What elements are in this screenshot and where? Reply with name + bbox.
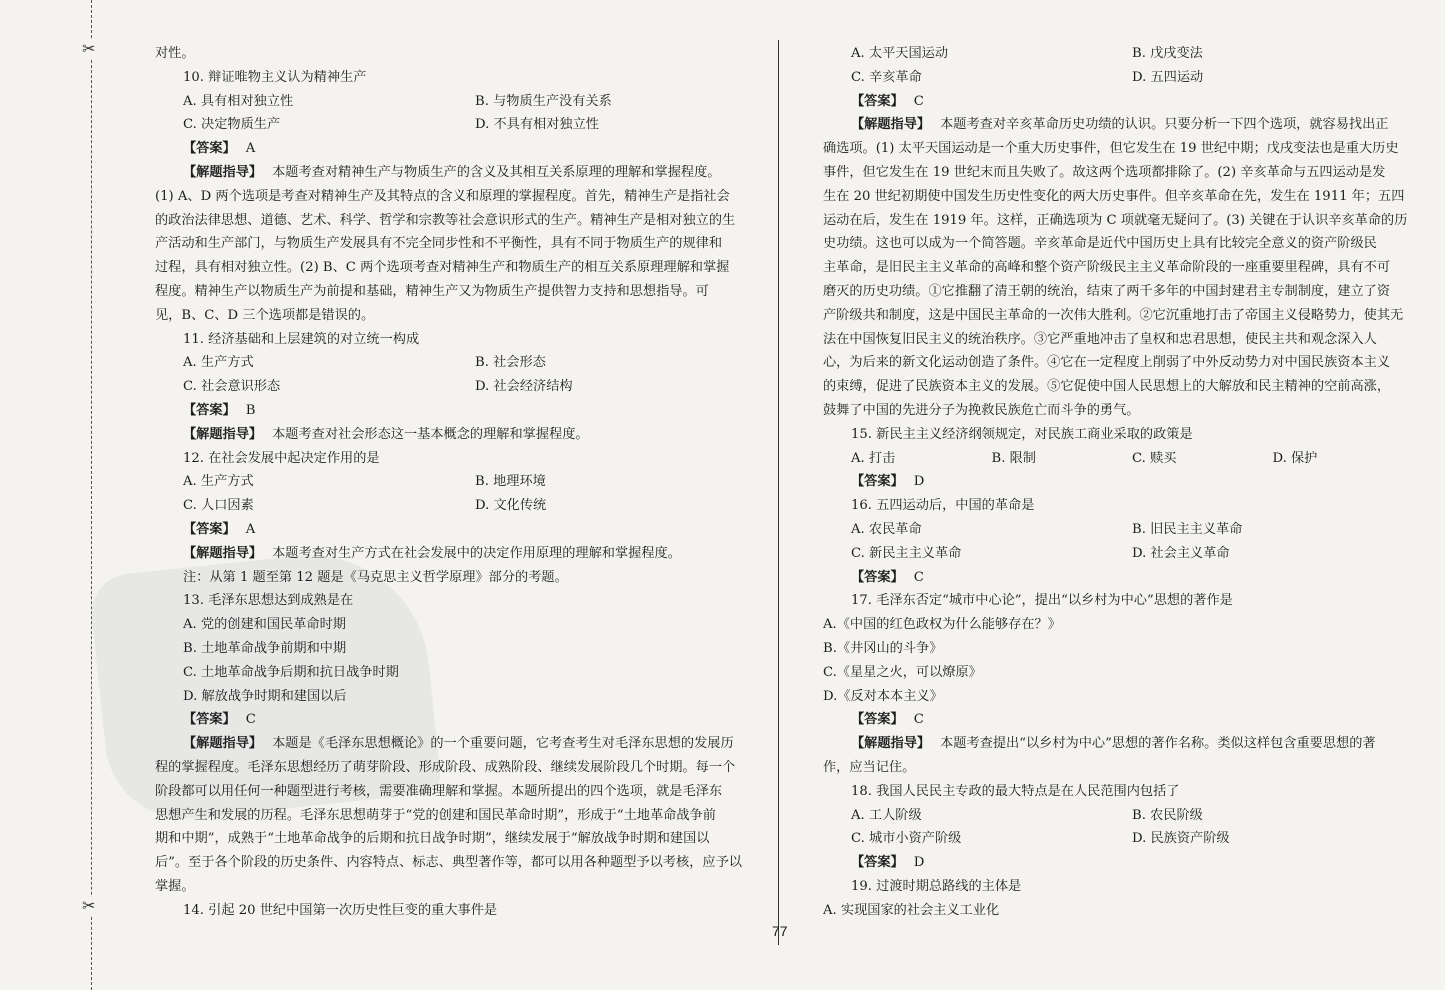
text-line: 10. 辩证唯物主义认为精神生产 (183, 69, 367, 85)
text-line: 11. 经济基础和上层建筑的对立统一构成 (183, 331, 420, 347)
text-line: 12. 在社会发展中起决定作用的是 (183, 450, 380, 466)
text-line: 15. 新民主主义经济纲领规定，对民族工商业采取的政策是 (851, 426, 1193, 442)
text-line: (1) A、D 两个选项是考查对精神生产及其特点的含义和原理的掌握程度。首先，精神生产是指社会 (155, 188, 730, 204)
answer-option: C. 城市小资产阶级 (851, 831, 962, 847)
answer-option: C. 决定物质生产 (183, 117, 281, 133)
scissors-icon: ✂ (82, 896, 96, 915)
tagged-line (823, 566, 1413, 590)
section-label: 【解题指导】 (183, 736, 263, 752)
text-line: 法在中国恢复旧民主义的统治秩序。③它严重地冲击了皇权和忠君思想，使民主共和观念深入人 (823, 331, 1377, 347)
section-label: 【答案】 (851, 93, 904, 109)
answer-options (155, 351, 767, 375)
text-line: A. 实现国家的社会主义工业化 (823, 902, 1000, 918)
answer-option: C. 社会意识形态 (183, 379, 281, 395)
section-label: 【答案】 (851, 855, 904, 871)
text-line: A.《中国的红色政权为什么能够存在？》 (823, 617, 1061, 633)
answer-options (823, 804, 1413, 828)
tagged-line (155, 161, 767, 185)
tagged-line (823, 470, 1413, 494)
text-line: 见，B、C、D 三个选项都是错误的。 (155, 307, 375, 323)
section-text: D (913, 855, 925, 871)
section-label: 【答案】 (183, 402, 236, 418)
text-line: 的束缚，促进了民族资本主义的发展。⑤它促使中国人民思想上的大解放和民主精神的空前高涨， (823, 379, 1391, 395)
tagged-line (155, 137, 767, 161)
answer-options (823, 447, 1413, 471)
answer-options (155, 470, 767, 494)
text-line: 主革命，是旧民主主义革命的高峰和整个资产阶级民主主义革命阶段的一座重要里程碑，具有不可 (823, 260, 1391, 276)
answer-option: C. 辛亥革命 (851, 69, 922, 85)
text-line: 生在 20 世纪初期使中国发生历史性变化的两大历史事件。但辛亥革命在先，发生在 1911 年；五四 (823, 188, 1405, 204)
tagged-line (823, 732, 1413, 756)
answer-option: A. 生产方式 (183, 474, 254, 490)
text-line: 运动在后，发生在 1919 年。这样，正确选项为 C 项就毫无疑问了。(3) 关键在于认识辛亥革命的历 (823, 212, 1408, 228)
tagged-line (823, 851, 1413, 875)
answer-option: C. 赎买 (1132, 450, 1177, 466)
text-line: 确选项。(1) 太平天国运动是一个重大历史事件，但它发生在 19 世纪中期；戊戌变法也是重大历史 (823, 141, 1399, 157)
text-line: D.《反对本本主义》 (823, 688, 943, 704)
answer-options (823, 66, 1413, 90)
section-text: D (913, 474, 925, 490)
section-text: 本题是《毛泽东思想概论》的一个重要问题，它考查考生对毛泽东思想的发展历 (272, 736, 734, 752)
answer-option: D. 保护 (1272, 450, 1318, 466)
tagged-line (823, 708, 1413, 732)
section-label: 【解题指导】 (183, 545, 263, 561)
answer-options (823, 42, 1413, 66)
section-label: 【解题指导】 (183, 164, 263, 180)
section-text: 本题考查对精神生产与物质生产的含义及其相互关系原理的理解和掌握程度。 (272, 164, 721, 180)
section-text: C (913, 569, 924, 585)
cut-line (91, 0, 92, 990)
tagged-line (155, 542, 767, 566)
answer-option: D. 五四运动 (1132, 69, 1204, 85)
answer-option: D. 社会经济结构 (475, 379, 573, 395)
text-line: 14. 引起 20 世纪中国第一次历史性巨变的重大事件是 (183, 902, 498, 918)
answer-option: B. 旧民主主义革命 (1132, 521, 1243, 537)
answer-option: B. 社会形态 (475, 355, 546, 371)
section-label: 【答案】 (851, 712, 904, 728)
section-text: A (245, 141, 256, 157)
text-line: 思想产生和发展的历程。毛泽东思想萌芽于“党的创建和国民革命时期”，形成于“土地革命战争前 (155, 807, 716, 823)
text-line: 19. 过渡时期总路线的主体是 (851, 878, 1022, 894)
text-line: D. 解放战争时期和建国以后 (183, 688, 347, 704)
answer-options (155, 494, 767, 518)
section-text: 本题考查提出“以乡村为中心”思想的著作名称。类似这样包含重要思想的著 (940, 736, 1376, 752)
answer-option: A. 具有相对独立性 (183, 93, 294, 109)
text-line: 程的掌握程度。毛泽东思想经历了萌芽阶段、形成阶段、成熟阶段、继续发展阶段几个时期。每一个 (155, 759, 736, 775)
page-number: 77 (772, 923, 788, 939)
answer-option: A. 打击 (851, 450, 896, 466)
answer-option: B. 戊戌变法 (1132, 46, 1203, 61)
tagged-line (155, 708, 767, 732)
section-label: 【答案】 (851, 474, 904, 490)
right-column (823, 42, 1413, 922)
answer-option: A. 农民革命 (851, 521, 922, 537)
answer-option: C. 新民主主义革命 (851, 545, 962, 561)
text-line: 16. 五四运动后，中国的革命是 (851, 498, 1035, 514)
text-line: B.《井冈山的斗争》 (823, 640, 943, 656)
section-text: 本题考查对辛亥革命历史功绩的认识。只要分析一下四个选项，就容易找出正 (940, 117, 1389, 133)
section-label: 【解题指导】 (851, 117, 931, 133)
answer-options (823, 827, 1413, 851)
text-line: 期和中期”，成熟于“土地革命战争的后期和抗日战争时期”，继续发展于“解放战争时期和建国以 (155, 831, 710, 847)
answer-option: B. 农民阶级 (1132, 807, 1203, 823)
answer-option: A. 太平天国运动 (851, 46, 949, 61)
section-label: 【答案】 (183, 521, 236, 537)
answer-option: C. 人口因素 (183, 498, 254, 514)
text-line: 注：从第 1 题至第 12 题是《马克思主义哲学原理》部分的考题。 (183, 569, 568, 585)
tagged-line (823, 90, 1413, 114)
column-divider (778, 40, 779, 945)
answer-option: D. 文化传统 (475, 498, 547, 514)
section-label: 【答案】 (183, 712, 236, 728)
tagged-line (155, 399, 767, 423)
text-line: 鼓舞了中国的先进分子为挽救民族危亡而斗争的勇气。 (823, 402, 1140, 418)
tagged-line (155, 732, 767, 756)
text-line: 磨灭的历史功绩。①它推翻了清王朝的统治，结束了两千多年的中国封建君主专制制度，建立了资 (823, 283, 1391, 299)
text-line: A. 党的创建和国民革命时期 (183, 617, 346, 633)
text-line: 心，为后来的新文化运动创造了条件。④它在一定程度上削弱了中外反动势力对中国民族资本主义 (823, 355, 1391, 371)
text-line: 的政治法律思想、道德、艺术、科学、哲学和宗教等社会意识形式的生产。精神生产是相对独立的生 (155, 212, 736, 228)
section-text: C (913, 93, 924, 109)
answer-option: A. 生产方式 (183, 355, 254, 371)
answer-option: D. 不具有相对独立性 (475, 117, 599, 133)
answer-option: D. 民族资产阶级 (1132, 831, 1230, 847)
text-line: 作，应当记住。 (823, 759, 916, 775)
answer-option: B. 限制 (991, 450, 1036, 466)
tagged-line (155, 423, 767, 447)
scissors-icon: ✂ (82, 39, 96, 58)
section-text: B (245, 402, 256, 418)
text-line: 后”。至于各个阶段的历史条件、内容特点、标志、典型著作等，都可以用各种题型予以考核，应予以 (155, 855, 742, 871)
section-label: 【解题指导】 (851, 736, 931, 752)
answer-options (155, 375, 767, 399)
text-line: 对性。 (155, 46, 195, 61)
answer-options (155, 113, 767, 137)
tagged-line (823, 113, 1413, 137)
text-line: 产活动和生产部门，与物质生产发展具有不完全同步性和不平衡性，具有不同于物质生产的规律和 (155, 236, 723, 252)
answer-options (823, 542, 1413, 566)
text-line: B. 土地革命战争前期和中期 (183, 640, 347, 656)
section-label: 【答案】 (851, 569, 904, 585)
text-line: C.《星星之火，可以燎原》 (823, 664, 982, 680)
text-line: 13. 毛泽东思想达到成熟是在 (183, 593, 354, 609)
left-column (155, 42, 767, 922)
section-text: C (913, 712, 924, 728)
section-label: 【解题指导】 (183, 426, 263, 442)
answer-option: A. 工人阶级 (851, 807, 922, 823)
section-text: A (245, 521, 256, 537)
section-text: C (245, 712, 256, 728)
text-line: C. 土地革命战争后期和抗日战争时期 (183, 664, 399, 680)
text-line: 17. 毛泽东否定“城市中心论”，提出“以乡村为中心”思想的著作是 (851, 593, 1233, 609)
text-line: 程度。精神生产以物质生产为前提和基础，精神生产又为物质生产提供智力支持和思想指导。可 (155, 283, 709, 299)
answer-option: B. 地理环境 (475, 474, 546, 490)
text-line: 阶段都可以用任何一种题型进行考核，需要准确理解和掌握。本题所提出的四个选项，就是毛泽东 (155, 783, 723, 799)
section-text: 本题考查对生产方式在社会发展中的决定作用原理的理解和掌握程度。 (272, 545, 681, 561)
answer-option: D. 社会主义革命 (1132, 545, 1230, 561)
text-line: 掌握。 (155, 878, 195, 894)
tagged-line (155, 518, 767, 542)
text-line: 事件，但它发生在 19 世纪末而且失败了。故这两个选项都排除了。(2) 辛亥革命与五四运动是发 (823, 164, 1386, 180)
section-label: 【答案】 (183, 141, 236, 157)
answer-options (155, 90, 767, 114)
text-line: 产阶级共和制度，这是中国民主革命的一次伟大胜利。②它沉重地打击了帝国主义侵略势力，使其无 (823, 307, 1404, 323)
section-text: 本题考查对社会形态这一基本概念的理解和掌握程度。 (272, 426, 589, 442)
text-line: 过程，具有相对独立性。(2) B、C 两个选项考查对精神生产和物质生产的相互关系原理理解和掌握 (155, 260, 730, 276)
text-line: 18. 我国人民民主专政的最大特点是在人民范围内包括了 (851, 783, 1180, 799)
text-line: 史功绩。这也可以成为一个简答题。辛亥革命是近代中国历史上具有比较完全意义的资产阶级民 (823, 236, 1377, 252)
answer-options (823, 518, 1413, 542)
answer-option: B. 与物质生产没有关系 (475, 93, 612, 109)
